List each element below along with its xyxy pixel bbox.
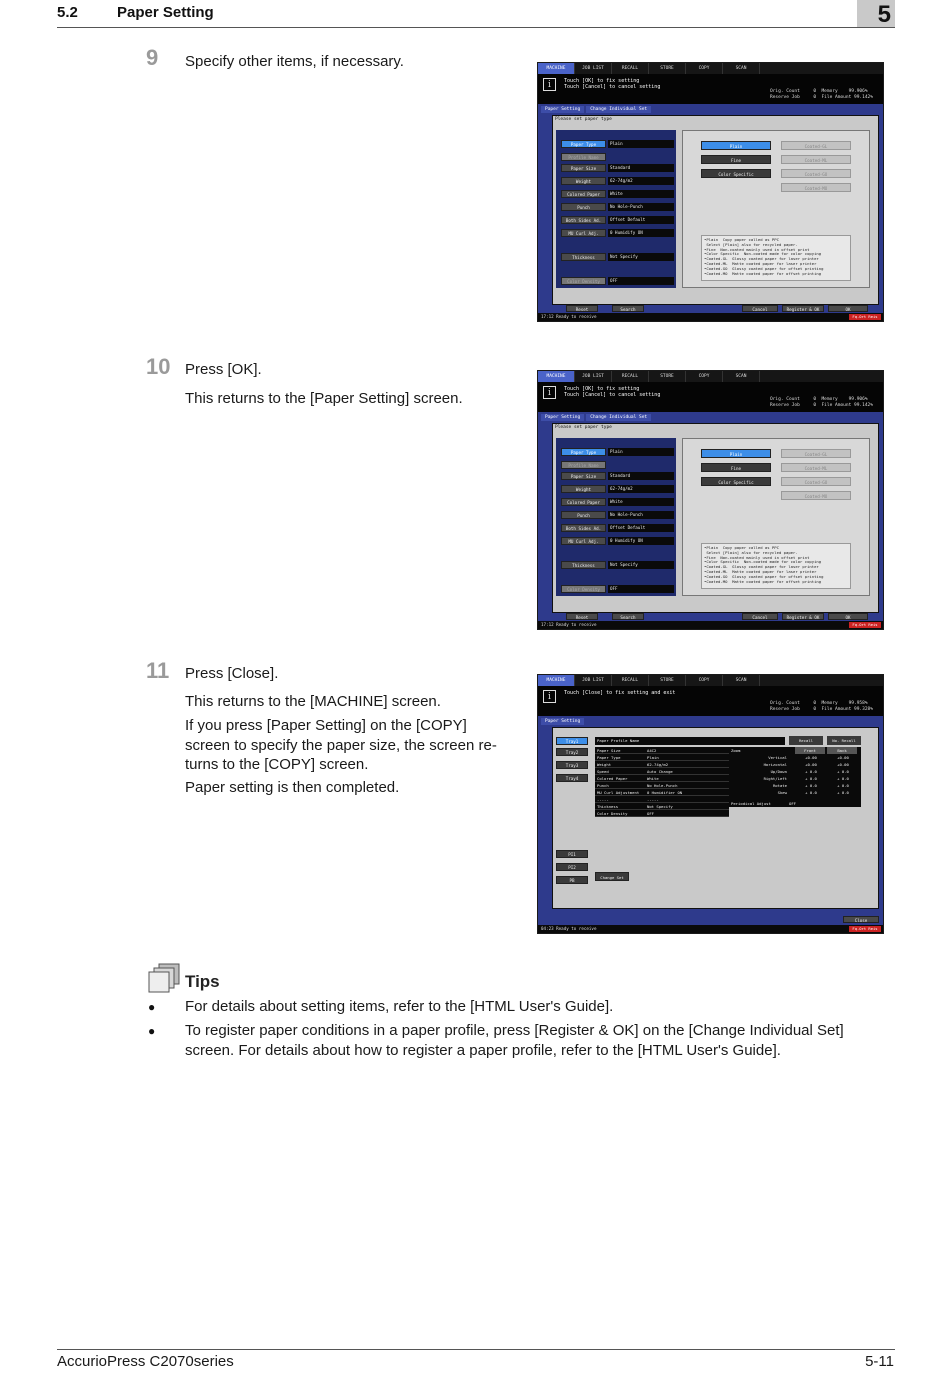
cancel-button[interactable]: Cancel bbox=[742, 305, 778, 312]
type-coated-ml-button[interactable]: Coated-ML bbox=[781, 155, 851, 164]
step-11-number: 11 bbox=[146, 658, 170, 683]
paper-size-button[interactable]: Paper Size bbox=[561, 164, 606, 172]
type-fine-button[interactable]: Fine bbox=[701, 155, 771, 164]
step-9-number: 9 bbox=[146, 45, 159, 70]
screen-message: Touch [OK] to fix setting Touch [Cancel] to cancel setting bbox=[564, 386, 661, 398]
screen-message: Touch [OK] to fix setting Touch [Cancel] to cancel setting bbox=[564, 78, 661, 90]
header-rule bbox=[57, 27, 895, 28]
table-row: MU Curl Adjustment 0 Humidifier ON bbox=[595, 789, 729, 796]
screenshot-paper-setting bbox=[537, 674, 884, 934]
tip-item: For details about setting items, refer to the [HTML User's Guide]. bbox=[185, 998, 614, 1015]
type-coated-gl-button[interactable]: Coated-GL bbox=[781, 449, 851, 458]
step-10-text: Press [OK]. bbox=[185, 361, 262, 378]
type-coated-mo-button[interactable]: Coated-MO bbox=[781, 491, 851, 500]
machine-tabs bbox=[538, 675, 760, 686]
color-density-button[interactable]: Color Density bbox=[561, 585, 606, 593]
breadcrumb: Paper Setting Change Individual Set bbox=[541, 414, 653, 421]
settings-list: Paper Type Plain Profile Name Paper Size Standard Weight 62-74g/m2 Colored Paper White Punch No Hole-Punch Both Sides Ad. Offset Default MU Curl Adj. 0 Humidify ON Thickness Not Specify Color Density OFF bbox=[556, 130, 676, 288]
change-set-button[interactable]: Change Set bbox=[595, 872, 629, 881]
paper-size-button[interactable]: Paper Size bbox=[561, 472, 606, 480]
type-coated-gl-button[interactable]: Coated-GL bbox=[781, 141, 851, 150]
curl-adjust-button[interactable]: MU Curl Adj. bbox=[561, 537, 606, 545]
screenshot-change-individual-set-2 bbox=[537, 370, 884, 630]
breadcrumb: Paper Setting bbox=[541, 718, 586, 725]
curl-adjust-button[interactable]: MU Curl Adj. bbox=[561, 229, 606, 237]
paper-type-panel: Please set paper type Paper Type Plain Profile Name Paper Size Standard Weight 62-74g/m2 Colored Paper White Punch No Hole-Punch Both Sides Ad. Offset Default MU Curl Adj. 0 Humidify ON Thickness Not Specify Color Density OFF Plain Coated-GL Fine Coated-ML Color Specific Coated-GO Coated-MO •Plain Copy paper called as PPC Select [Plain] also for recycled paper. •Fine Non-coated mainly used in offset print •Color Specific Non-coated made for color copying •Coated-GL Glossy coated paper for laser printer •Coated-ML Matte coated paper for laser printer •Coated-GO Glossy coated paper for offset printing •Coated-MO Matte coated paper for offset printing bbox=[552, 423, 879, 613]
paper-type-panel: Please set paper type Paper Type Plain Profile Name Paper Size Standard Weight 62-74g/m2 Colored Paper White Punch No Hole-Punch Both Sides Ad. Offset Default MU Curl Adj. 0 Humidify ON Thickness Not Specify Color Density OFF Plain Coated-GL Fine Coated-ML Color Specific Coated-GO Coated-MO •Plain Copy paper called as PPC Select [Plain] also for recycled paper. •Fine Non-coated mainly used in offset print •Color Specific Non-coated made for color copying •Coated-GL Glossy coated paper for laser printer •Coated-ML Matte coated paper for laser printer •Coated-GO Glossy coated paper for offset printing •Coated-MO Matte coated paper for offset printing bbox=[552, 115, 879, 305]
type-color-specific-button[interactable]: Color Specific bbox=[701, 477, 771, 486]
machine-tabs bbox=[538, 63, 760, 74]
weight-button[interactable]: Weight bbox=[561, 485, 606, 493]
both-sides-button[interactable]: Both Sides Ad. bbox=[561, 216, 606, 224]
tray3-button[interactable]: Tray3 bbox=[556, 761, 588, 769]
tips-title: Tips bbox=[185, 972, 220, 991]
tab-scan[interactable]: SCAN bbox=[723, 675, 760, 686]
paper-type-button[interactable]: Paper Type bbox=[561, 140, 606, 148]
tray4-button[interactable]: Tray4 bbox=[556, 774, 588, 782]
tab-machine[interactable]: MACHINE bbox=[538, 675, 575, 686]
color-density-button[interactable]: Color Density bbox=[561, 277, 606, 285]
register-ok-button[interactable]: Register & OK bbox=[782, 305, 824, 312]
status-bar: 04:23 Ready to receive Fq.Ort Reis bbox=[538, 925, 883, 933]
tray2-button[interactable]: Tray2 bbox=[556, 748, 588, 756]
screen-message: Touch [Close] to fix setting and exit bbox=[564, 690, 676, 696]
tab-copy[interactable]: COPY bbox=[686, 371, 723, 382]
table-row: Rotate + 0.0 + 0.0 bbox=[772, 783, 849, 788]
footer-product: AccurioPress C2070series bbox=[57, 1353, 234, 1370]
step-11-result: This returns to the [MACHINE] screen. bbox=[185, 693, 441, 710]
colored-paper-button[interactable]: Colored Paper bbox=[561, 498, 606, 506]
punch-button[interactable]: Punch bbox=[561, 203, 606, 211]
pb-button[interactable]: PB bbox=[556, 876, 588, 884]
reset-button[interactable]: Reset bbox=[566, 613, 598, 620]
register-ok-button[interactable]: Register & OK bbox=[782, 613, 824, 620]
paper-type-note: •Plain Copy paper called as PPC Select [Plain] also for recycled paper. •Fine Non-coated mainly used in offset print •Color Specific Non-coated made for color copying •Coated-GL Glossy coated paper for laser printer •Coated-ML Matte coated paper for laser printer •Coated-GO Glossy coated paper for offset printing •Coated-MO Matte coated paper for offset printing bbox=[701, 235, 851, 281]
table-row: Punch No Hole-Punch bbox=[595, 782, 729, 789]
tab-job-list[interactable]: JOB LIST bbox=[575, 371, 612, 382]
breadcrumb: Paper Setting Change Individual Set bbox=[541, 106, 653, 113]
counter-readout: Orig. Count 0 Memory 99.906% Reserve Job 0 File Amount 99.142% bbox=[770, 397, 873, 408]
step-10-result: This returns to the [Paper Setting] screen. bbox=[185, 390, 463, 407]
tab-store[interactable]: STORE bbox=[649, 63, 686, 74]
type-coated-mo-button[interactable]: Coated-MO bbox=[781, 183, 851, 192]
table-row: Paper Type Plain bbox=[595, 754, 729, 761]
info-icon: i bbox=[543, 78, 556, 91]
status-bar: 17:12 Ready to receive Fq.Ort Reis bbox=[538, 313, 883, 321]
table-row: Speed Auto Change bbox=[595, 768, 729, 775]
step-10-number: 10 bbox=[146, 354, 171, 379]
page-number: 5-11 bbox=[865, 1353, 894, 1370]
info-icon: i bbox=[543, 690, 556, 703]
recall-button[interactable]: Recall bbox=[789, 736, 823, 745]
search-button[interactable]: Search bbox=[612, 305, 644, 312]
ok-button[interactable]: OK bbox=[828, 305, 868, 312]
table-row: Right/Left + 0.0 + 0.0 bbox=[763, 776, 849, 781]
type-color-specific-button[interactable]: Color Specific bbox=[701, 169, 771, 178]
close-button[interactable]: Close bbox=[843, 916, 879, 923]
colored-paper-button[interactable]: Colored Paper bbox=[561, 190, 606, 198]
thickness-button[interactable]: Thickness bbox=[561, 253, 606, 261]
paper-type-options bbox=[682, 438, 870, 596]
paper-type-button[interactable]: Paper Type bbox=[561, 448, 606, 456]
bullet-icon: ● bbox=[148, 1024, 156, 1038]
info-icon: i bbox=[543, 386, 556, 399]
tab-scan[interactable]: SCAN bbox=[723, 63, 760, 74]
pi1-button[interactable]: PI1 bbox=[556, 850, 588, 858]
tray1-button[interactable]: Tray1 bbox=[556, 737, 588, 745]
tips-icon bbox=[147, 963, 181, 995]
tab-recall[interactable]: RECALL bbox=[612, 675, 649, 686]
table-row: Weight 62-74g/m2 bbox=[595, 761, 729, 768]
settings-list: Paper Type Plain Profile Name Paper Size Standard Weight 62-74g/m2 Colored Paper White Punch No Hole-Punch Both Sides Ad. Offset Default MU Curl Adj. 0 Humidify ON Thickness Not Specify Color Density OFF bbox=[556, 438, 676, 596]
table-row: Vertical +0.00 +0.00 bbox=[768, 755, 849, 760]
cancel-button[interactable]: Cancel bbox=[742, 613, 778, 620]
ok-button[interactable]: OK bbox=[828, 613, 868, 620]
weight-button[interactable]: Weight bbox=[561, 177, 606, 185]
tab-copy[interactable]: COPY bbox=[686, 63, 723, 74]
table-row: Skew + 0.0 + 0.0 bbox=[777, 790, 849, 795]
reset-button[interactable]: Reset bbox=[566, 305, 598, 312]
step-11-complete: Paper setting is then completed. bbox=[185, 779, 400, 796]
chapter-tab: 5 bbox=[857, 0, 895, 28]
paper-profile-table: Paper Profile Name Recall No. Recall Paper Size A4C2 Paper Type Plain Weight 62-74g/m2 Speed Auto Change Colored Paper White Punch No Hole-Punch MU Curl Adjustment 0 Humidifier ON ----- ----- Thickness Not Specify Color Density OFF Zoom Front Back Vertical +0.00 +0.00 Horizontal +0.00 +0.00 Up/Down + 0.0 + 0.0 Right/Left + 0.0 + 0.0 Rotate + 0.0 + 0.0 Skew + 0.0 + 0.0 Periodical Adjust OFF bbox=[595, 737, 870, 815]
tab-scan[interactable]: SCAN bbox=[723, 371, 760, 382]
paper-type-options bbox=[682, 130, 870, 288]
table-row: Paper Size A4C2 bbox=[595, 747, 729, 754]
tab-recall[interactable]: RECALL bbox=[612, 63, 649, 74]
screenshot-change-individual-set-1 bbox=[537, 62, 884, 322]
section-number: 5.2 bbox=[57, 4, 78, 21]
type-plain-button[interactable]: Plain bbox=[701, 141, 771, 150]
type-coated-go-button[interactable]: Coated-GO bbox=[781, 169, 851, 178]
no-recall-button[interactable]: No. Recall bbox=[827, 736, 861, 745]
step-11-note: If you press [Paper Setting] on the [COPY] screen to specify the paper size, the screen re-turns to the [COPY] screen. bbox=[185, 717, 497, 773]
search-button[interactable]: Search bbox=[612, 613, 644, 620]
table-row: Colored Paper White bbox=[595, 775, 729, 782]
tab-job-list[interactable]: JOB LIST bbox=[575, 675, 612, 686]
table-row: Thickness Not Specify bbox=[595, 803, 729, 810]
table-row: Color Density OFF bbox=[595, 810, 729, 817]
paper-type-note: •Plain Copy paper called as PPC Select [Plain] also for recycled paper. •Fine Non-coated mainly used in offset print •Color Specific Non-coated made for color copying •Coated-GL Glossy coated paper for laser printer •Coated-ML Matte coated paper for laser printer •Coated-GO Glossy coated paper for offset printing •Coated-MO Matte coated paper for offset printing bbox=[701, 543, 851, 589]
thickness-button[interactable]: Thickness bbox=[561, 561, 606, 569]
machine-tabs bbox=[538, 371, 760, 382]
tab-job-list[interactable]: JOB LIST bbox=[575, 63, 612, 74]
step-9-text: Specify other items, if necessary. bbox=[185, 53, 404, 70]
paper-setting-panel bbox=[552, 727, 879, 909]
bullet-icon: ● bbox=[148, 1000, 156, 1014]
type-plain-button[interactable]: Plain bbox=[701, 449, 771, 458]
footer-rule bbox=[57, 1349, 895, 1350]
both-sides-button[interactable]: Both Sides Ad. bbox=[561, 524, 606, 532]
tab-recall[interactable]: RECALL bbox=[612, 371, 649, 382]
punch-button[interactable]: Punch bbox=[561, 511, 606, 519]
counter-readout: Orig. Count 0 Memory 99.958% Reserve Job 0 File Amount 99.328% bbox=[770, 701, 873, 712]
table-row: Up/Down + 0.0 + 0.0 bbox=[770, 769, 849, 774]
type-fine-button[interactable]: Fine bbox=[701, 463, 771, 472]
tab-store[interactable]: STORE bbox=[649, 675, 686, 686]
tab-machine[interactable]: MACHINE bbox=[538, 371, 575, 382]
pi2-button[interactable]: PI2 bbox=[556, 863, 588, 871]
table-row: ----- ----- bbox=[595, 796, 729, 803]
step-11-text: Press [Close]. bbox=[185, 665, 279, 682]
section-title: Paper Setting bbox=[117, 4, 214, 21]
type-coated-ml-button[interactable]: Coated-ML bbox=[781, 463, 851, 472]
status-bar: 17:12 Ready to receive Fq.Ort Reis bbox=[538, 621, 883, 629]
profile-name-button[interactable]: Profile Name bbox=[561, 153, 606, 161]
profile-name-button[interactable]: Profile Name bbox=[561, 461, 606, 469]
tip-item: To register paper conditions in a paper profile, press [Register & OK] on the [Change Individual Set] screen. For details about how to register a paper profile, refer to the [HTML User's Guide]. bbox=[185, 1022, 844, 1059]
tab-copy[interactable]: COPY bbox=[686, 675, 723, 686]
counter-readout: Orig. Count 0 Memory 99.906% Reserve Job 0 File Amount 99.142% bbox=[770, 89, 873, 100]
type-coated-go-button[interactable]: Coated-GO bbox=[781, 477, 851, 486]
tab-machine[interactable]: MACHINE bbox=[538, 63, 575, 74]
table-row: Horizontal +0.00 +0.00 bbox=[763, 762, 849, 767]
tab-store[interactable]: STORE bbox=[649, 371, 686, 382]
